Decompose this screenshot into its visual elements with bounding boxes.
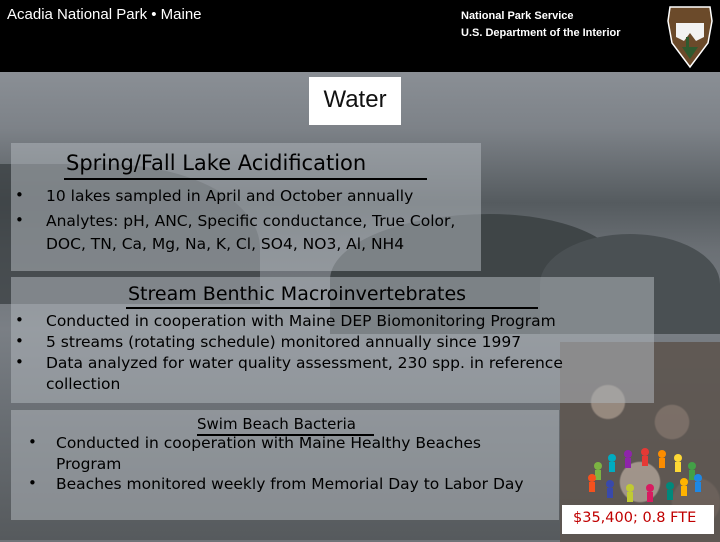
park-title: Acadia National Park • Maine: [7, 6, 202, 23]
bullet-icon: •: [15, 186, 24, 204]
bullet-icon: •: [15, 332, 24, 350]
bullet-text: Data analyzed for water quality assessment, 230 spp. in reference: [46, 354, 563, 372]
bullet-text: Analytes: pH, ANC, Specific conductance, True Color,: [46, 212, 456, 230]
bullet-icon: •: [15, 311, 24, 329]
bullet-text: Conducted in cooperation with Maine DEP Biomonitoring Program: [46, 312, 556, 330]
bullet-text: collection: [46, 375, 121, 393]
bullet-text: 10 lakes sampled in April and October annually: [46, 187, 414, 205]
bullet-text: 5 streams (rotating schedule) monitored annually since 1997: [46, 333, 522, 351]
bullet-text: Conducted in cooperation with Maine Healthy Beaches: [56, 434, 482, 452]
department-name: U.S. Department of the Interior: [461, 27, 621, 39]
cost-summary: $35,400; 0.8 FTE: [573, 510, 697, 526]
heading-underline: [64, 178, 427, 180]
bullet-icon: •: [28, 433, 37, 451]
bullet-icon: •: [15, 211, 24, 229]
section-heading: Spring/Fall Lake Acidification: [66, 151, 367, 175]
slide-title-box: [309, 77, 401, 125]
nps-arrowhead-logo-icon: [662, 3, 718, 69]
heading-underline: [126, 307, 538, 309]
bullet-text: Program: [56, 455, 122, 473]
people-circle-graphic-icon: [580, 444, 710, 504]
bullet-icon: •: [28, 474, 37, 492]
bullet-text: Beaches monitored weekly from Memorial Day to Labor Day: [56, 475, 524, 493]
bullet-icon: •: [15, 353, 24, 371]
section-heading: Stream Benthic Macroinvertebrates: [128, 283, 467, 305]
section-heading: Swim Beach Bacteria: [197, 415, 356, 433]
bullet-text: DOC, TN, Ca, Mg, Na, K, Cl, SO4, NO3, Al, NH4: [46, 235, 405, 253]
agency-name: National Park Service: [461, 10, 574, 22]
header-bar: [0, 0, 720, 72]
slide-title: Water: [323, 86, 387, 113]
